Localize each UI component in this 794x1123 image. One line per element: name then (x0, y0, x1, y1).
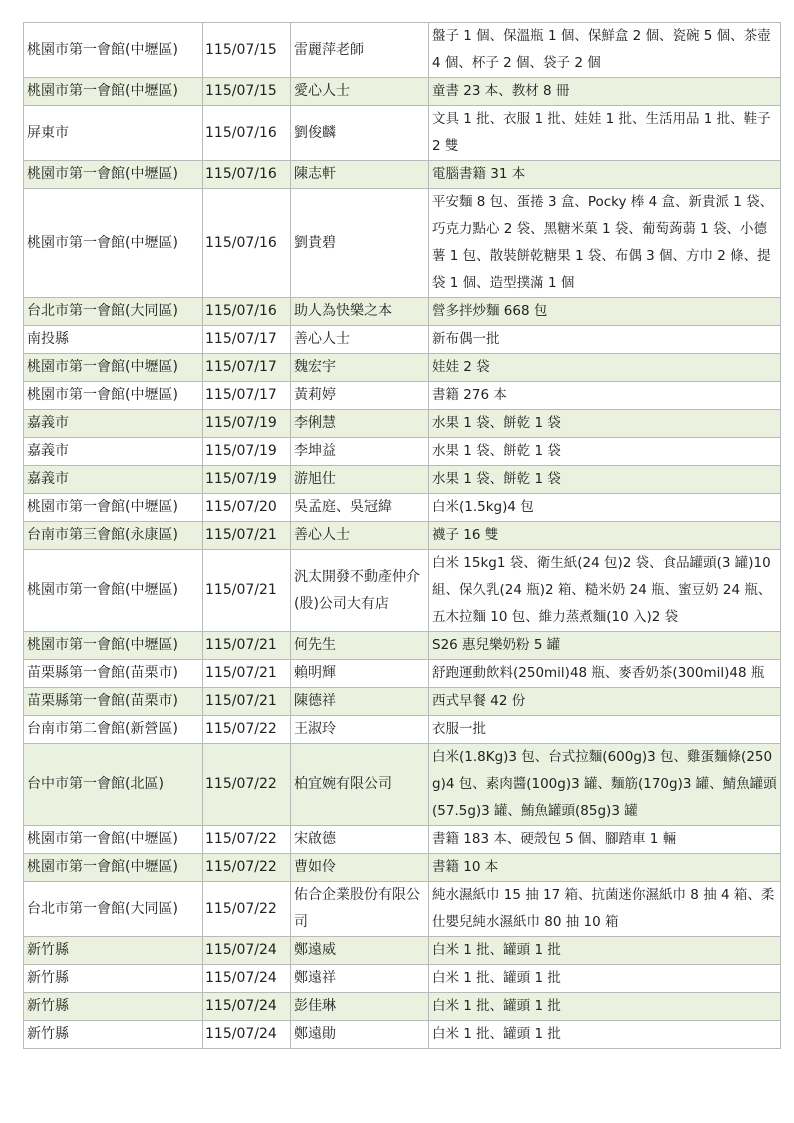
items-cell: 水果 1 袋、餅乾 1 袋 (429, 466, 781, 494)
donor-cell: 李坤益 (291, 438, 429, 466)
items-cell: 水果 1 袋、餅乾 1 袋 (429, 410, 781, 438)
date-cell: 115/07/16 (203, 106, 291, 161)
table-row (24, 161, 781, 189)
table-row (24, 494, 781, 522)
donor-cell: 鄭遠威 (291, 937, 429, 965)
place-cell: 苗栗縣第一會館(苗栗市) (24, 660, 203, 688)
place-cell: 桃園市第一會館(中壢區) (24, 161, 203, 189)
table-row (24, 382, 781, 410)
date-cell: 115/07/15 (203, 23, 291, 78)
date-cell: 115/07/24 (203, 937, 291, 965)
table-row (24, 937, 781, 965)
items-cell: 電腦書籍 31 本 (429, 161, 781, 189)
place-cell: 新竹縣 (24, 1021, 203, 1049)
donor-cell: 賴明輝 (291, 660, 429, 688)
place-cell: 台北市第一會館(大同區) (24, 298, 203, 326)
place-cell: 嘉義市 (24, 466, 203, 494)
table-row (24, 550, 781, 632)
donor-cell: 王淑玲 (291, 716, 429, 744)
place-cell: 桃園市第一會館(中壢區) (24, 189, 203, 298)
date-cell: 115/07/22 (203, 826, 291, 854)
donation-table-body (24, 23, 781, 1049)
table-row (24, 23, 781, 78)
items-cell: 娃娃 2 袋 (429, 354, 781, 382)
place-cell: 嘉義市 (24, 410, 203, 438)
table-row (24, 744, 781, 826)
date-cell: 115/07/21 (203, 550, 291, 632)
date-cell: 115/07/24 (203, 1021, 291, 1049)
place-cell: 南投縣 (24, 326, 203, 354)
table-row (24, 965, 781, 993)
place-cell: 苗栗縣第一會館(苗栗市) (24, 688, 203, 716)
items-cell: 童書 23 本、教材 8 冊 (429, 78, 781, 106)
place-cell: 桃園市第一會館(中壢區) (24, 826, 203, 854)
donor-cell: 鄭遠勛 (291, 1021, 429, 1049)
table-row (24, 716, 781, 744)
items-cell: 舒跑運動飲料(250mil)48 瓶、麥香奶茶(300mil)48 瓶 (429, 660, 781, 688)
date-cell: 115/07/19 (203, 410, 291, 438)
date-cell: 115/07/21 (203, 660, 291, 688)
date-cell: 115/07/21 (203, 688, 291, 716)
items-cell: 白米 1 批、罐頭 1 批 (429, 993, 781, 1021)
table-row (24, 1021, 781, 1049)
donor-cell: 黃莉婷 (291, 382, 429, 410)
place-cell: 桃園市第一會館(中壢區) (24, 494, 203, 522)
date-cell: 115/07/16 (203, 298, 291, 326)
donor-cell: 助人為快樂之本 (291, 298, 429, 326)
table-row (24, 632, 781, 660)
donor-cell: 陳德祥 (291, 688, 429, 716)
place-cell: 嘉義市 (24, 438, 203, 466)
table-row (24, 326, 781, 354)
donor-cell: 劉貴碧 (291, 189, 429, 298)
table-row (24, 438, 781, 466)
items-cell: 白米 1 批、罐頭 1 批 (429, 1021, 781, 1049)
items-cell: 衣服一批 (429, 716, 781, 744)
items-cell: 新布偶一批 (429, 326, 781, 354)
date-cell: 115/07/19 (203, 438, 291, 466)
place-cell: 桃園市第一會館(中壢區) (24, 23, 203, 78)
donor-cell: 李俐慧 (291, 410, 429, 438)
place-cell: 台南市第二會館(新營區) (24, 716, 203, 744)
donor-cell: 魏宏宇 (291, 354, 429, 382)
place-cell: 台北市第一會館(大同區) (24, 882, 203, 937)
donor-cell: 柏宜婉有限公司 (291, 744, 429, 826)
donor-cell: 雷麗萍老師 (291, 23, 429, 78)
table-row (24, 466, 781, 494)
donor-cell: 鄭遠祥 (291, 965, 429, 993)
items-cell: 書籍 276 本 (429, 382, 781, 410)
table-row (24, 522, 781, 550)
place-cell: 屏東市 (24, 106, 203, 161)
place-cell: 新竹縣 (24, 937, 203, 965)
date-cell: 115/07/17 (203, 354, 291, 382)
items-cell: 書籍 10 本 (429, 854, 781, 882)
date-cell: 115/07/24 (203, 965, 291, 993)
table-row (24, 688, 781, 716)
date-cell: 115/07/22 (203, 882, 291, 937)
place-cell: 桃園市第一會館(中壢區) (24, 632, 203, 660)
table-row (24, 410, 781, 438)
donor-cell: 善心人士 (291, 522, 429, 550)
donor-cell: 宋啟德 (291, 826, 429, 854)
items-cell: 西式早餐 42 份 (429, 688, 781, 716)
table-row (24, 993, 781, 1021)
date-cell: 115/07/15 (203, 78, 291, 106)
donor-cell: 陳志軒 (291, 161, 429, 189)
date-cell: 115/07/19 (203, 466, 291, 494)
donor-cell: 吳孟庭、吳冠緯 (291, 494, 429, 522)
items-cell: 平安麵 8 包、蛋捲 3 盒、Pocky 棒 4 盒、新貴派 1 袋、巧克力點心 2 袋、黑糖米菓 1 袋、葡萄蒟蒻 1 袋、小德薯 1 包、散裝餅乾糖果 1 袋、布偶 3 個、方巾 2 條、提袋 1 個、造型撲滿 1 個 (429, 189, 781, 298)
donor-cell: 汎太開發不動產仲介(股)公司大有店 (291, 550, 429, 632)
date-cell: 115/07/17 (203, 326, 291, 354)
items-cell: 營多拌炒麵 668 包 (429, 298, 781, 326)
date-cell: 115/07/20 (203, 494, 291, 522)
items-cell: 白米(1.8Kg)3 包、台式拉麵(600g)3 包、雞蛋麵條(250g)4 包、素肉醬(100g)3 罐、麵筋(170g)3 罐、鯖魚罐頭(57.5g)3 罐、鮪魚罐頭(85g)3 罐 (429, 744, 781, 826)
table-row (24, 826, 781, 854)
items-cell: 純水濕紙巾 15 抽 17 箱、抗菌迷你濕紙巾 8 抽 4 箱、柔仕嬰兒純水濕紙巾 80 抽 10 箱 (429, 882, 781, 937)
donor-cell: 彭佳琳 (291, 993, 429, 1021)
donor-cell: 佑合企業股份有限公司 (291, 882, 429, 937)
place-cell: 新竹縣 (24, 993, 203, 1021)
date-cell: 115/07/21 (203, 632, 291, 660)
donor-cell: 善心人士 (291, 326, 429, 354)
date-cell: 115/07/17 (203, 382, 291, 410)
date-cell: 115/07/22 (203, 716, 291, 744)
table-row (24, 354, 781, 382)
table-row (24, 660, 781, 688)
items-cell: 白米 15kg1 袋、衛生紙(24 包)2 袋、食品罐頭(3 罐)10 組、保久乳(24 瓶)2 箱、糙米奶 24 瓶、蜜豆奶 24 瓶、五木拉麵 10 包、維力蒸煮麵(10 入)2 袋 (429, 550, 781, 632)
place-cell: 桃園市第一會館(中壢區) (24, 854, 203, 882)
items-cell: 書籍 183 本、硬殼包 5 個、腳踏車 1 輛 (429, 826, 781, 854)
items-cell: 白米(1.5kg)4 包 (429, 494, 781, 522)
table-row (24, 78, 781, 106)
items-cell: 襪子 16 雙 (429, 522, 781, 550)
place-cell: 台南市第三會館(永康區) (24, 522, 203, 550)
place-cell: 桃園市第一會館(中壢區) (24, 354, 203, 382)
date-cell: 115/07/21 (203, 522, 291, 550)
table-row (24, 882, 781, 937)
donor-cell: 愛心人士 (291, 78, 429, 106)
place-cell: 桃園市第一會館(中壢區) (24, 550, 203, 632)
date-cell: 115/07/22 (203, 854, 291, 882)
items-cell: 白米 1 批、罐頭 1 批 (429, 937, 781, 965)
donor-cell: 曹如伶 (291, 854, 429, 882)
items-cell: 水果 1 袋、餅乾 1 袋 (429, 438, 781, 466)
table-row (24, 106, 781, 161)
items-cell: 白米 1 批、罐頭 1 批 (429, 965, 781, 993)
donor-cell: 劉俊麟 (291, 106, 429, 161)
place-cell: 桃園市第一會館(中壢區) (24, 382, 203, 410)
table-row (24, 298, 781, 326)
table-row (24, 854, 781, 882)
place-cell: 桃園市第一會館(中壢區) (24, 78, 203, 106)
items-cell: 文具 1 批、衣服 1 批、娃娃 1 批、生活用品 1 批、鞋子 2 雙 (429, 106, 781, 161)
donation-table (23, 22, 781, 1049)
donor-cell: 游旭仕 (291, 466, 429, 494)
table-row (24, 189, 781, 298)
date-cell: 115/07/16 (203, 161, 291, 189)
donor-cell: 何先生 (291, 632, 429, 660)
date-cell: 115/07/24 (203, 993, 291, 1021)
items-cell: 盤子 1 個、保溫瓶 1 個、保鮮盒 2 個、瓷碗 5 個、茶壺 4 個、杯子 2 個、袋子 2 個 (429, 23, 781, 78)
place-cell: 新竹縣 (24, 965, 203, 993)
date-cell: 115/07/22 (203, 744, 291, 826)
date-cell: 115/07/16 (203, 189, 291, 298)
items-cell: S26 惠兒樂奶粉 5 罐 (429, 632, 781, 660)
place-cell: 台中市第一會館(北區) (24, 744, 203, 826)
